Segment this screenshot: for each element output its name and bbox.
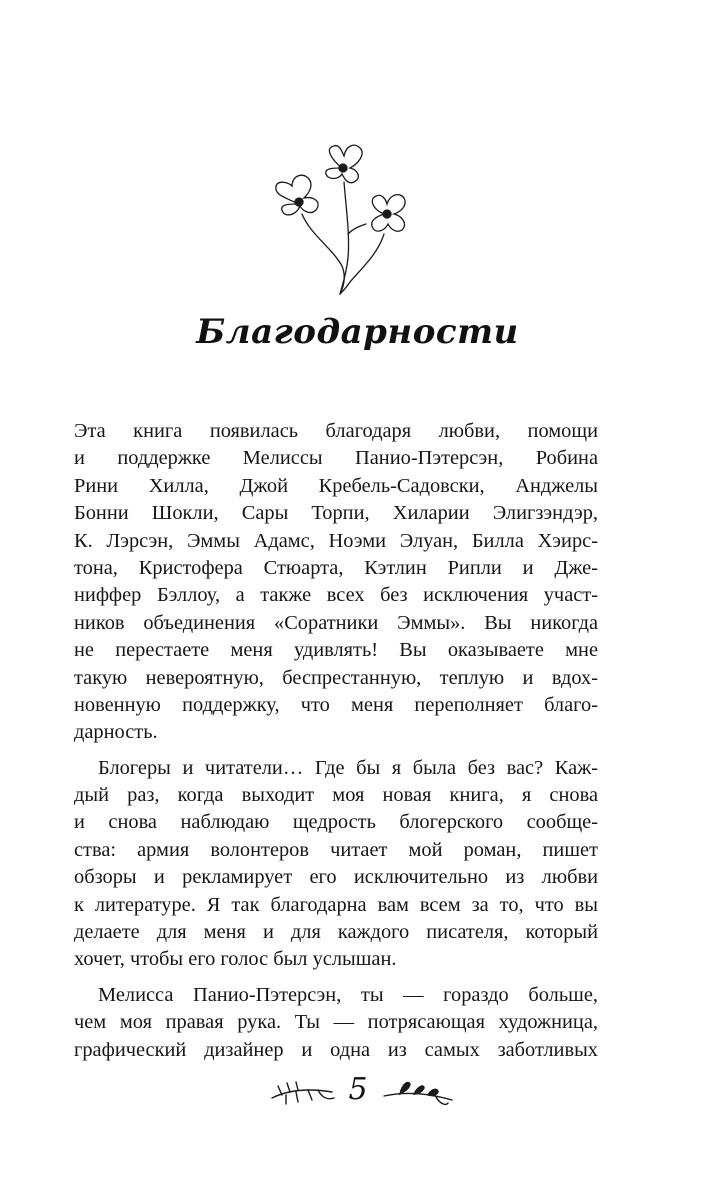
text-line: Рини Хилла, Джой Кребель-Садовски, Анджелы xyxy=(74,474,598,497)
text-line: делаете для меня и для каждого писателя, который xyxy=(74,921,598,944)
left-sprig-ornament xyxy=(268,1078,348,1108)
text-line: новенную поддержку, что меня переполняет благо- xyxy=(74,693,598,716)
text-line: Мелисса Панио-Пэтерсэн, ты — гораздо больше, xyxy=(98,983,598,1006)
poppy-flowers-illustration xyxy=(262,138,422,296)
acknowledgements-text xyxy=(74,418,598,1064)
text-line: дый раз, когда выходит моя новая книга, я снова xyxy=(74,784,598,807)
text-line: тона, Кристофера Стюарта, Кэтлин Рипли и Дже- xyxy=(74,556,598,579)
text-line: дарность. xyxy=(74,721,158,744)
text-line: графический дизайнер и одна из самых заботливых xyxy=(74,1038,598,1061)
text-line: хочет, чтобы его голос был услышан. xyxy=(74,948,397,971)
text-line: обзоры и рекламирует его исключительно из любви xyxy=(74,866,598,889)
page-title: Благодарности xyxy=(196,312,519,352)
text-line: ниффер Бэллоу, а также всех без исключения участ- xyxy=(74,584,598,607)
text-line: и поддержке Мелиссы Панио-Пэтерсэн, Робина xyxy=(74,447,598,470)
right-sprig-ornament xyxy=(378,1078,458,1108)
text-line: такую невероятную, беспрестанную, теплую и вдох- xyxy=(74,666,598,689)
text-line: К. Лэрсэн, Эммы Адамс, Ноэми Элуан, Билла Хэирс- xyxy=(74,529,598,552)
text-line: Эта книга появилась благодаря любви, помощи xyxy=(74,420,598,442)
text-line: чем моя правая рука. Ты — потрясающая художница, xyxy=(74,1011,598,1034)
text-line: Блогеры и читатели… Где бы я была без вас? Каж- xyxy=(98,756,598,779)
text-line: ства: армия волонтеров читает мой роман, пишет xyxy=(74,838,598,861)
page-number: 5 xyxy=(348,1072,368,1107)
text-line: и снова наблюдаю щедрость блогерского сообще- xyxy=(74,811,598,834)
page-footer xyxy=(0,1072,715,1112)
text-line: Бонни Шокли, Сары Торпи, Хиларии Элигзэндэр, xyxy=(74,502,598,525)
text-line: не перестаете меня удивлять! Вы оказываете мне xyxy=(74,639,598,662)
text-line: к литературе. Я так благодарна вам всем за то, что вы xyxy=(74,893,598,916)
text-line: ников объединения «Соратники Эммы». Вы никогда xyxy=(74,611,598,634)
